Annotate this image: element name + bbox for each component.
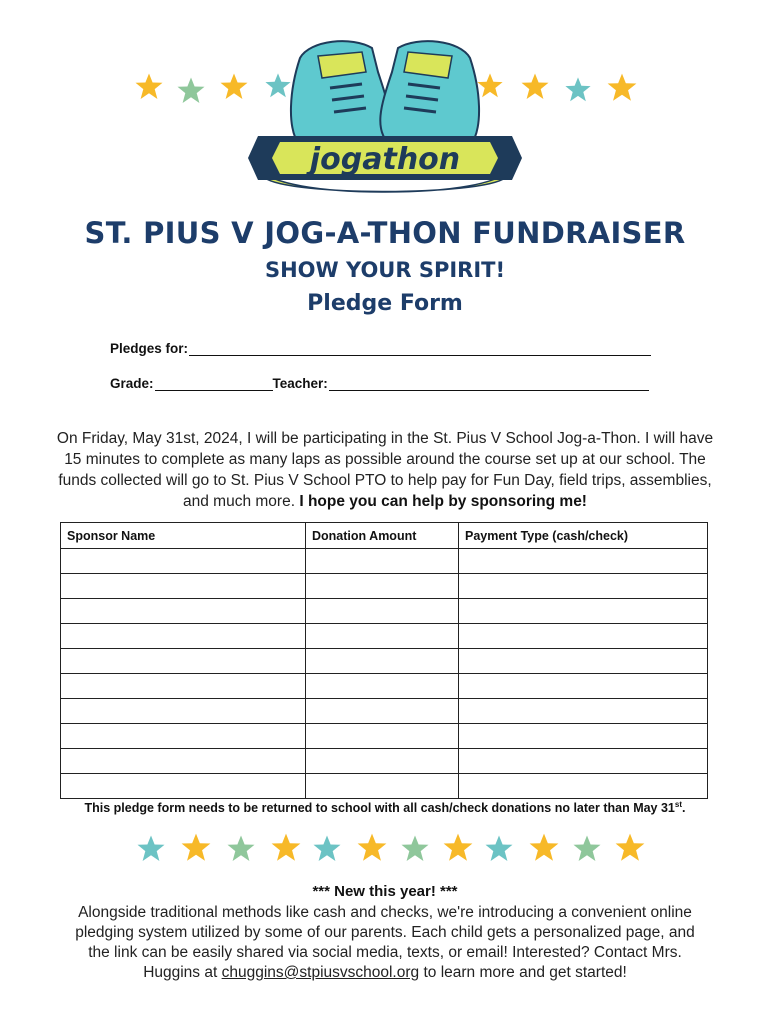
donation-amount-cell[interactable] [306,599,459,624]
sponsor-name-cell[interactable] [61,674,306,699]
payment-type-cell[interactable] [459,649,708,674]
table-row [61,549,708,574]
table-row [61,699,708,724]
logo-text: jogathon [309,142,461,177]
page-subtitle: SHOW YOUR SPIRIT! [264,258,506,282]
sponsor-name-cell[interactable] [61,724,306,749]
payment-type-cell[interactable] [459,774,708,799]
payment-type-cell[interactable] [459,724,708,749]
donation-amount-cell[interactable] [306,699,459,724]
star-icon [358,834,387,861]
new-body-text: Alongside traditional methods like cash and checks, we're introducing a convenient online pledging system utilized by some of our parents. Each child gets a personalized page, and the link can be easily shared via social media, texts, or email! Interested? Contact Mrs. Huggins at [75,904,695,981]
jogathon-logo [0,28,770,198]
sponsor-name-cell[interactable] [61,774,306,799]
logo-graphic [0,28,770,198]
pledges-for-field[interactable] [189,341,651,356]
star-icon [265,73,290,97]
donation-amount-cell[interactable] [306,674,459,699]
teacher-label: Teacher: [272,376,328,391]
payment-type-cell[interactable] [459,599,708,624]
star-icon [444,834,473,861]
star-icon [182,834,211,861]
page-title: ST. PIUS V JOG-A-THON FUNDRAISER [84,216,686,250]
sponsor-name-cell[interactable] [61,624,306,649]
shoe-icon [291,41,390,146]
pledge-table-body [61,549,708,799]
payment-type-cell[interactable] [459,624,708,649]
star-icon [477,73,502,97]
grade-field[interactable] [155,376,273,391]
star-divider [0,826,770,870]
return-note-end: . [682,801,686,816]
star-icon [530,834,559,861]
contact-email-link[interactable]: chuggins@stpiusvschool.org [221,964,420,981]
star-icon [272,834,301,861]
column-header-donation-amount: Donation Amount [306,523,459,549]
table-row [61,624,708,649]
donation-amount-cell[interactable] [306,574,459,599]
table-row [61,649,708,674]
sponsor-name-cell[interactable] [61,699,306,724]
donation-amount-cell[interactable] [306,724,459,749]
star-icon [565,77,590,101]
star-icon [522,74,549,100]
donation-amount-cell[interactable] [306,649,459,674]
star-icon [608,74,637,101]
grade-teacher-row [110,376,649,391]
shoe-icon [380,41,479,146]
donation-amount-cell[interactable] [306,624,459,649]
sponsor-name-cell[interactable] [61,599,306,624]
star-icon [616,834,645,861]
donation-amount-cell[interactable] [306,774,459,799]
star-icon [228,836,255,862]
star-icon [486,836,513,862]
sponsor-name-cell[interactable] [61,649,306,674]
teacher-field[interactable] [329,376,649,391]
grade-label: Grade: [110,376,154,391]
intro-text: On Friday, May 31st, 2024, I will be participating in the St. Pius V School Jog-a-Thon. I will have 15 minutes to complete as many laps as possible around the course set up at our school. The funds collected will go to St. Pius V School PTO to help pay for Fun Day, field trips, assemblies, and much more. [56,430,714,510]
column-header-payment-type: Payment Type (cash/check) [459,523,708,549]
new-this-year-body [70,903,700,983]
jogathon-badge [248,136,522,180]
sponsor-name-cell[interactable] [61,574,306,599]
new-body-end: to learn more and get started! [419,964,627,981]
star-icon [136,74,163,100]
donation-amount-cell[interactable] [306,749,459,774]
star-icon [221,74,248,100]
table-row [61,574,708,599]
intro-paragraph [48,428,722,512]
sponsor-name-cell[interactable] [61,749,306,774]
star-icon [138,836,165,862]
star-row [0,826,770,870]
star-icon [314,836,341,862]
payment-type-cell[interactable] [459,674,708,699]
table-row [61,724,708,749]
return-note-text: This pledge form needs to be returned to school with all cash/check donations no later than May 31 [84,801,675,816]
payment-type-cell[interactable] [459,574,708,599]
table-row [61,749,708,774]
star-icon [402,836,429,862]
pledge-table [60,522,708,799]
payment-type-cell[interactable] [459,549,708,574]
payment-type-cell[interactable] [459,699,708,724]
table-header-row [61,523,708,549]
star-icon [574,836,601,862]
return-note [0,800,770,815]
donation-amount-cell[interactable] [306,549,459,574]
sponsor-name-cell[interactable] [61,549,306,574]
pledges-for-label: Pledges for: [110,341,189,356]
pledges-for-row [110,341,651,356]
star-icon [178,78,205,104]
form-name: Pledge Form [307,291,463,316]
payment-type-cell[interactable] [459,749,708,774]
table-row [61,774,708,799]
table-row [61,674,708,699]
new-this-year-heading: *** New this year! *** [312,883,458,900]
return-note-suffix: st [674,800,683,809]
intro-emphasis: I hope you can help by sponsoring me! [299,493,587,510]
table-row [61,599,708,624]
column-header-sponsor-name: Sponsor Name [61,523,306,549]
